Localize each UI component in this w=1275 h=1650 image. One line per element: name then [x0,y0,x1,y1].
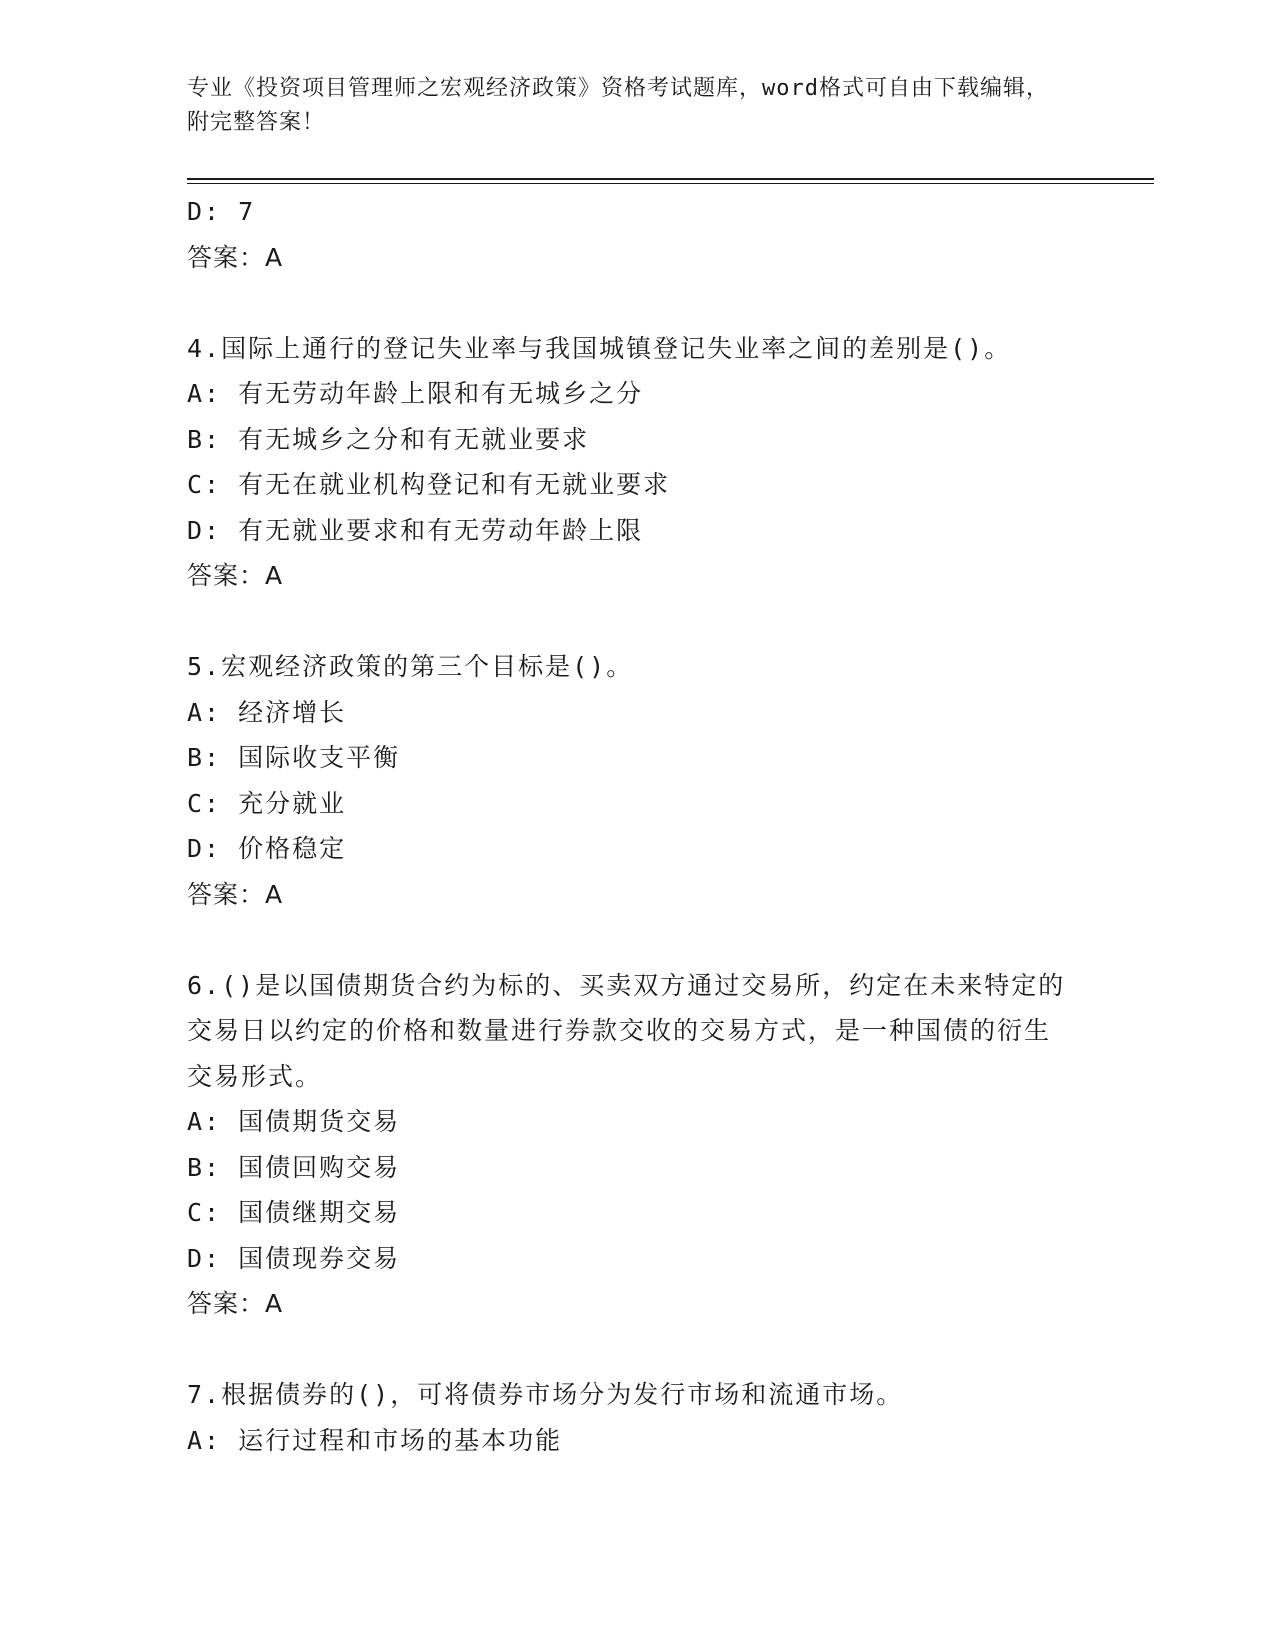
header-rule-thick [187,178,1154,180]
spacer [187,280,1067,326]
spacer [187,917,1067,963]
option-d: D: 7 [187,197,256,226]
spacer [187,599,1067,645]
option-c: C: 国债继期交易 [187,1198,401,1227]
question-text: 7.根据债券的()，可将债券市场分为发行市场和流通市场。 [187,1380,904,1409]
option-b: B: 有无城乡之分和有无就业要求 [187,424,590,454]
question-block-6 [187,963,1067,1327]
option-a: A: 经济增长 [187,697,347,727]
option-b: B: 国债回购交易 [187,1152,401,1182]
question-block-prev [187,189,1067,280]
option-a: A: 运行过程和市场的基本功能 [187,1425,563,1455]
question-text: 4.国际上通行的登记失业率与我国城镇登记失业率之间的差别是()。 [187,333,1012,363]
option-d: D: 价格稳定 [187,834,347,863]
question-block-4 [187,326,1067,599]
header-text: 专业《投资项目管理师之宏观经济政策》资格考试题库，word格式可自由下载编辑，附完整答案！ [187,76,1049,135]
option-c: C: 有无在就业机构登记和有无就业要求 [187,470,671,499]
question-block-5 [187,644,1067,917]
option-c: C: 充分就业 [187,788,347,818]
answer-label: 答案：A [187,561,284,590]
answer-label: 答案：A [187,1289,284,1318]
answer-label: 答案：A [187,242,284,272]
option-b: B: 国际收支平衡 [187,743,401,772]
option-d: D: 有无就业要求和有无劳动年龄上限 [187,515,644,545]
question-block-7 [187,1372,1067,1463]
option-d: D: 国债现券交易 [187,1243,401,1273]
question-text: 6.()是以国债期货合约为标的、买卖双方通过交易所，约定在未来特定的交易日以约定的价格和数量进行券款交收的交易方式，是一种国债的衍生交易形式。 [187,970,1066,1091]
option-a: A: 有无劳动年龄上限和有无城乡之分 [187,379,644,408]
spacer [187,1327,1067,1373]
question-list [187,189,1067,1463]
header-rule-thin [187,183,1154,184]
document-header [187,72,1067,140]
option-a: A: 国债期货交易 [187,1107,401,1136]
answer-label: 答案：A [187,879,284,909]
question-text: 5.宏观经济政策的第三个目标是()。 [187,652,634,681]
